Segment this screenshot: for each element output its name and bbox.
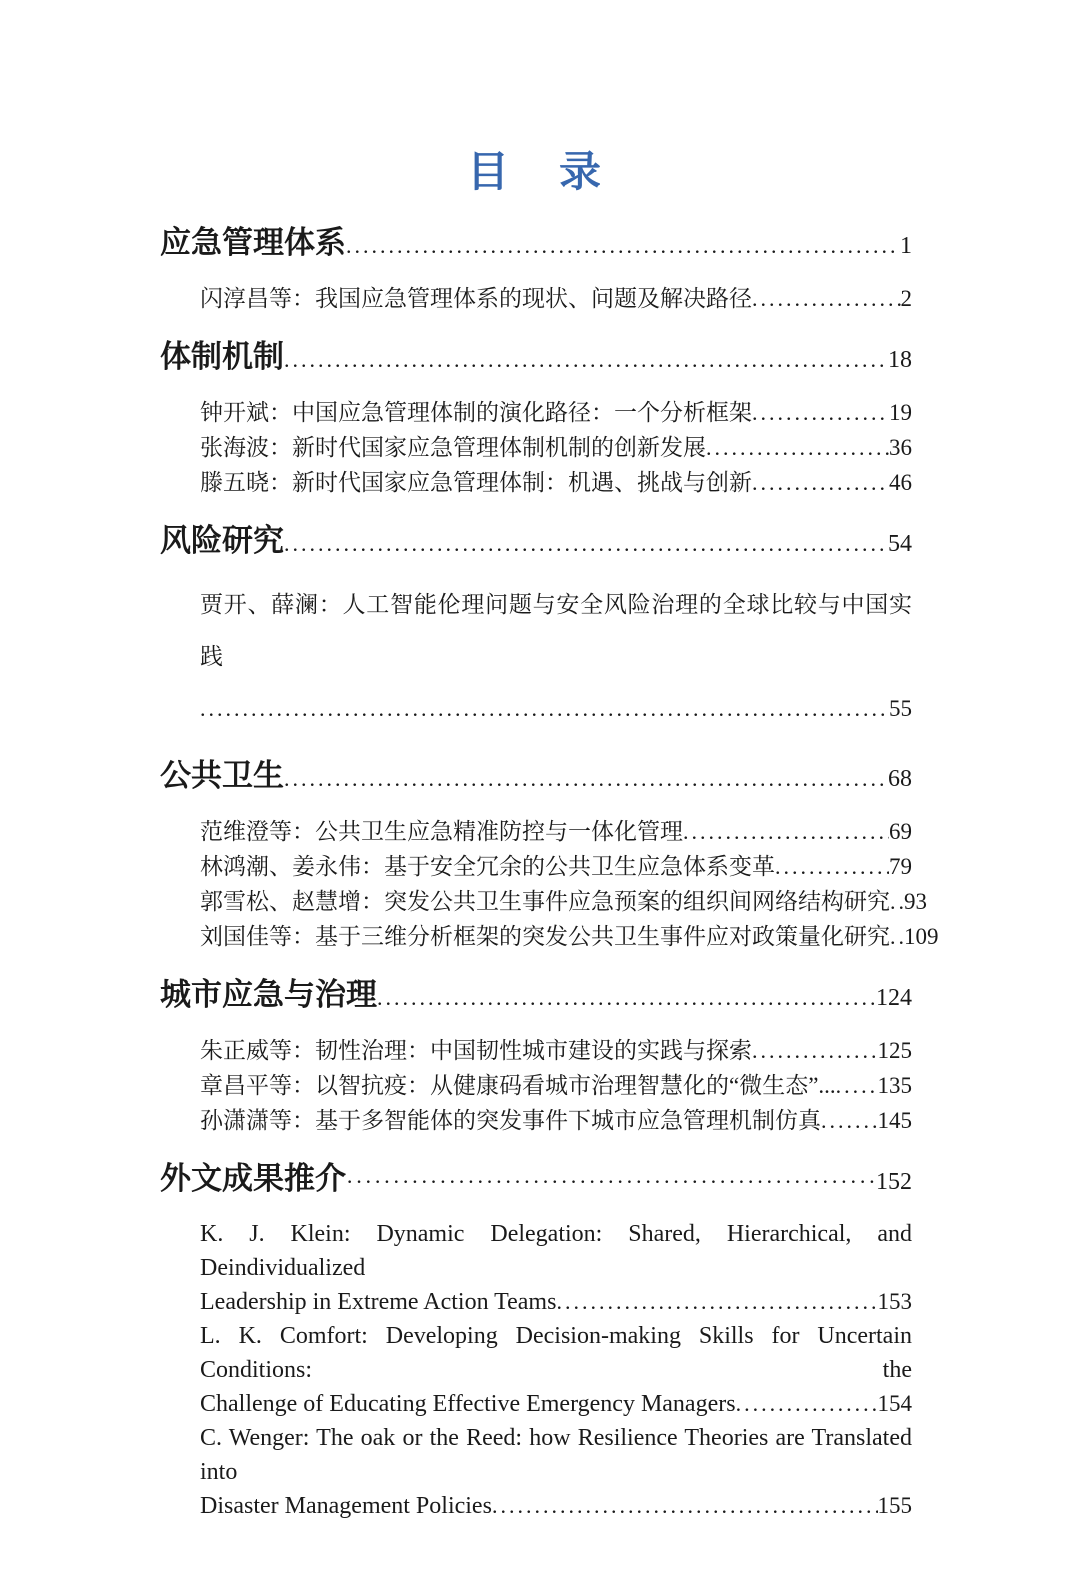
- section-heading: 城市应急与治理: [160, 977, 377, 1012]
- dot-leader: [683, 814, 889, 849]
- entry-line: [200, 1387, 912, 1421]
- section-heading-line: [160, 1156, 912, 1205]
- section-heading: 应急管理体系: [160, 225, 346, 260]
- entry-text: 孙潇潇等：基于多智能体的突发事件下城市应急管理机制仿真: [200, 1108, 821, 1133]
- toc-entry: [200, 849, 912, 884]
- entry-text: Challenge of Educating Effective Emergency Managers: [200, 1391, 736, 1417]
- toc-entry: [200, 1421, 912, 1523]
- entry-line: [200, 1217, 912, 1285]
- entry-line: [200, 1033, 912, 1068]
- entry-page-number: 109: [904, 924, 939, 949]
- entry-page-number: 145: [877, 1108, 912, 1133]
- entry-line: [200, 1421, 912, 1489]
- entry-line: [200, 814, 912, 849]
- section-heading-line: [160, 220, 912, 269]
- entry-page-number: 125: [877, 1038, 912, 1063]
- entry-text: 林鸿潮、姜永伟：基于安全冗余的公共卫生应急体系变革: [200, 854, 775, 879]
- dot-leader: [821, 1103, 878, 1138]
- section-page-number: 68: [888, 766, 912, 792]
- entry-text: 贾开、薛澜：人工智能伦理问题与安全风险治理的全球比较与中国实践: [200, 592, 912, 669]
- entry-text: 刘国佳等：基于三维分析框架的突发公共卫生事件应对政策量化研究: [200, 924, 890, 949]
- page-title: 目 录: [466, 148, 605, 195]
- dot-leader: [284, 518, 888, 567]
- toc-section: [160, 972, 912, 1138]
- dot-leader: [752, 281, 901, 316]
- entry-text: Disaster Management Policies: [200, 1493, 492, 1519]
- toc-entry: [200, 1319, 912, 1421]
- entry-page-number: 69: [889, 819, 912, 844]
- toc-section: [160, 753, 939, 954]
- dot-leader: [752, 465, 889, 500]
- section-heading-line: [160, 753, 912, 802]
- entry-text: 钟开斌：中国应急管理体制的演化路径：一个分析框架: [200, 400, 752, 425]
- dot-leader: [284, 334, 888, 383]
- entry-page-number: 36: [889, 435, 912, 460]
- toc-entry: [200, 1033, 912, 1068]
- section-entries: [160, 395, 912, 500]
- section-heading-line: [160, 334, 912, 383]
- toc-entry: [200, 579, 912, 735]
- dot-leader: [200, 683, 889, 735]
- section-page-number: 18: [888, 347, 912, 373]
- entry-text: 滕五晓：新时代国家应急管理体制：机遇、挑战与创新: [200, 470, 752, 495]
- section-entries: [160, 579, 912, 735]
- entry-line: [200, 1068, 912, 1103]
- toc-sections: [160, 220, 939, 1523]
- entry-text: K. J. Klein: Dynamic Delegation: Shared, Hierarchical, and Deindividualized: [200, 1221, 912, 1281]
- toc-entry: [200, 1103, 912, 1138]
- entry-text: 张海波：新时代国家应急管理体制机制的创新发展: [200, 435, 706, 460]
- dot-leader: [556, 1285, 877, 1319]
- dot-leader: [346, 1156, 876, 1205]
- section-entries: [160, 814, 939, 954]
- entry-text: 郭雪松、赵慧增：突发公共卫生事件应急预案的组织间网络结构研究: [200, 889, 890, 914]
- entry-text: L. K. Comfort: Developing Decision-making Skills for Uncertain Conditions: the: [200, 1323, 912, 1383]
- entry-line: [200, 1103, 912, 1138]
- dot-leader: [377, 972, 876, 1021]
- entry-line: [200, 395, 912, 430]
- entry-text: 章昌平等：以智抗疫：从健康码看城市治理智慧化的“微生态”...: [200, 1073, 836, 1098]
- entry-line: [200, 1489, 912, 1523]
- section-heading: 公共卫生: [160, 758, 284, 793]
- entry-line: [200, 884, 927, 919]
- dot-leader: [775, 849, 889, 884]
- toc-section: [160, 334, 912, 500]
- entry-page-number: 46: [889, 470, 912, 495]
- dot-leader: [890, 919, 904, 954]
- section-page-number: 152: [876, 1169, 912, 1195]
- entry-line: [200, 683, 912, 735]
- entry-text: Leadership in Extreme Action Teams: [200, 1289, 557, 1315]
- section-heading: 体制机制: [160, 339, 284, 374]
- section-heading: 外文成果推介: [160, 1161, 346, 1196]
- entry-line: [200, 1319, 912, 1387]
- toc-section: [160, 518, 912, 735]
- entry-line: [200, 849, 912, 884]
- entry-line: [200, 430, 912, 465]
- toc-section: [160, 1156, 912, 1523]
- section-entries: [160, 281, 912, 316]
- dot-leader: [492, 1489, 878, 1523]
- entry-page-number: 2: [900, 286, 912, 311]
- entry-page-number: 55: [889, 696, 912, 721]
- section-entries: [160, 1033, 912, 1138]
- entry-text: 范维澄等：公共卫生应急精准防控与一体化管理: [200, 819, 683, 844]
- toc-entry: [200, 281, 912, 316]
- dot-leader: [706, 430, 889, 465]
- section-page-number: 54: [888, 531, 912, 557]
- section-page-number: 1: [900, 233, 912, 259]
- entry-page-number: 153: [877, 1289, 912, 1314]
- entry-text: 朱正威等：韧性治理：中国韧性城市建设的实践与探索: [200, 1038, 752, 1063]
- entry-text: 闪淳昌等：我国应急管理体系的现状、问题及解决路径: [200, 286, 752, 311]
- entry-line: [200, 465, 912, 500]
- entry-page-number: 135: [877, 1073, 912, 1098]
- dot-leader: [284, 753, 888, 802]
- section-page-number: 124: [876, 985, 912, 1011]
- dot-leader: [836, 1068, 878, 1103]
- entry-line: [200, 919, 939, 954]
- entry-page-number: 93: [904, 889, 927, 914]
- toc-entry: [200, 1068, 912, 1103]
- entry-page-number: 154: [877, 1391, 912, 1416]
- dot-leader: [346, 220, 900, 269]
- toc-entry: [200, 395, 912, 430]
- entry-page-number: 19: [889, 400, 912, 425]
- toc-entry: [200, 430, 912, 465]
- section-heading-line: [160, 972, 912, 1021]
- section-entries: [160, 1217, 912, 1523]
- entry-line: [200, 579, 912, 683]
- toc-entry: [200, 1217, 912, 1319]
- entry-page-number: 79: [889, 854, 912, 879]
- entry-text: C. Wenger: The oak or the Reed: how Resilience Theories are Translated into: [200, 1425, 912, 1485]
- entry-page-number: 155: [877, 1493, 912, 1518]
- dot-leader: [736, 1387, 878, 1421]
- section-heading: 风险研究: [160, 523, 284, 558]
- entry-line: [200, 281, 912, 316]
- section-heading-line: [160, 518, 912, 567]
- toc-entry: [200, 919, 939, 954]
- dot-leader: [752, 395, 889, 430]
- toc-entry: [200, 814, 912, 849]
- toc-section: [160, 220, 912, 316]
- toc-entry: [200, 465, 912, 500]
- dot-leader: [890, 884, 904, 919]
- toc-entry: [200, 884, 927, 919]
- dot-leader: [752, 1033, 878, 1068]
- entry-line: [200, 1285, 912, 1319]
